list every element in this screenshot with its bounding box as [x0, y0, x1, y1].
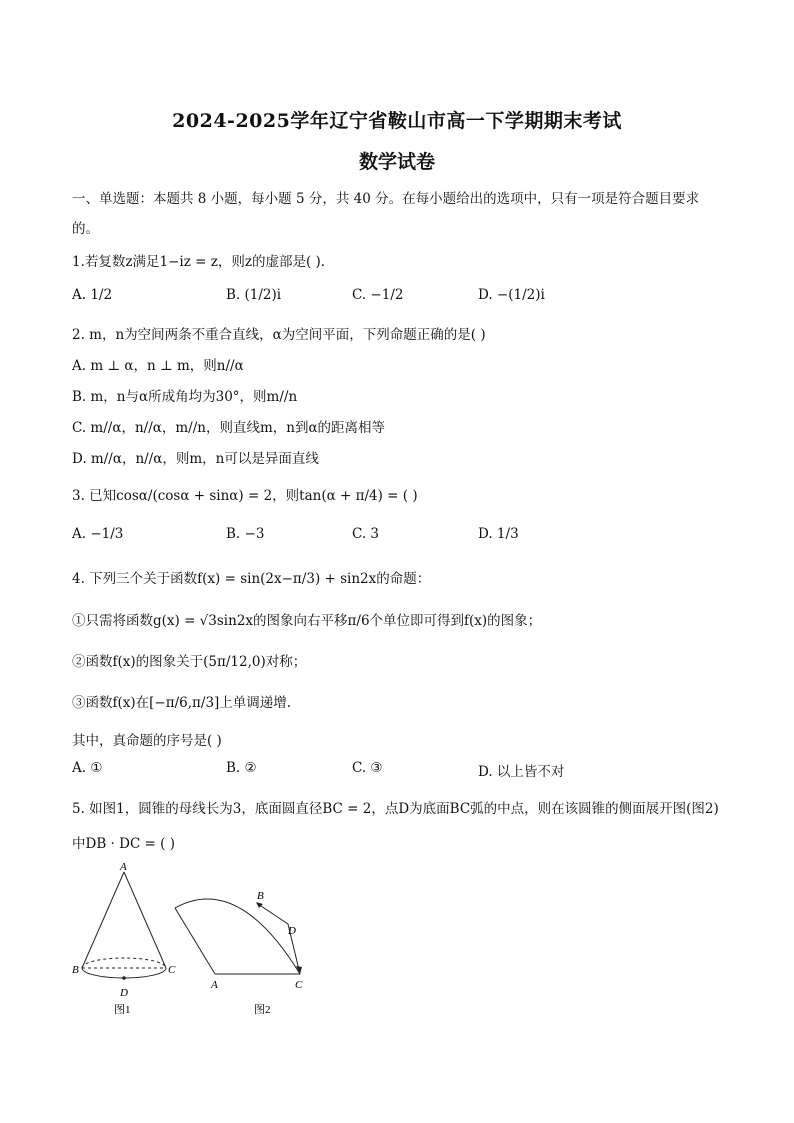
fig1-caption: 图1: [114, 1004, 131, 1016]
exam-subtitle: 数学试卷: [358, 151, 435, 173]
fig1-label-b: B: [72, 964, 79, 976]
fig2-label-d: D: [288, 925, 296, 937]
q2-option-a: A. m ⊥ α，n ⊥ m，则n//α: [72, 358, 244, 374]
figure-1-cone: [72, 861, 176, 1016]
q4-option-b: B. ②: [226, 760, 257, 776]
section-instructions-line1: 一、单选题：本题共 8 小题，每小题 5 分，共 40 分。在每小题给出的选项中，只有一项是符合题目要求: [72, 191, 700, 207]
q1-option-c: C. −1/2: [352, 287, 404, 303]
exam-title: 2024-2025学年辽宁省鞍山市高一下学期期末考试: [172, 110, 622, 132]
q5-stem-line2: 中DB · DC = ( ): [72, 836, 175, 852]
fig2-label-c: C: [295, 979, 303, 991]
q2-option-d: D. m//α，n//α，则m，n可以是异面直线: [72, 451, 319, 467]
fig2-label-a: A: [211, 979, 218, 991]
q5-stem-line1: 5. 如图1，圆锥的母线长为3，底面圆直径BC = 2，点D为底面BC弧的中点，则在该圆锥的侧面展开图(图2): [72, 801, 719, 817]
q4-option-d: D. 以上皆不对: [478, 764, 565, 780]
q1-option-d: D. −(1/2)i: [478, 287, 545, 303]
q4-stem: 4. 下列三个关于函数f(x) = sin(2x−π/3) + sin2x的命题：: [72, 571, 431, 587]
q2-option-b: B. m，n与α所成角均为30°，则m//n: [72, 389, 298, 405]
q4-option-a: A. ①: [72, 760, 103, 776]
cone-figures: [70, 858, 340, 1028]
q2-option-c: C. m//α，n//α，m//n，则直线m，n到α的距离相等: [72, 420, 386, 436]
q4-ask: 其中，真命题的序号是( ): [72, 733, 222, 749]
fig1-label-d: D: [120, 987, 128, 999]
figure-2-sector: [175, 890, 303, 1016]
fig1-label-c: C: [168, 964, 176, 976]
q3-option-b: B. −3: [226, 526, 265, 542]
q4-item-1: ①只需将函数g(x) = √3sin2x的图象向右平移π/6个单位即可得到f(x)的图象；: [72, 613, 542, 629]
q2-stem: 2. m，n为空间两条不重合直线，α为空间平面，下列命题正确的是( ): [72, 327, 486, 343]
q3-option-d: D. 1/3: [478, 526, 519, 542]
q3-option-c: C. 3: [352, 526, 380, 542]
q1-option-a: A. 1/2: [72, 287, 113, 303]
q4-option-c: C. ③: [352, 760, 383, 776]
q3-option-a: A. −1/3: [72, 526, 124, 542]
fig2-label-b: B: [257, 890, 264, 902]
q3-stem: 3. 已知cosα/(cosα + sinα) = 2，则tan(α + π/4) = ( ): [72, 488, 418, 504]
q1-stem: 1.若复数z满足1−iz = z，则z的虚部是( ).: [72, 254, 326, 270]
fig2-caption: 图2: [254, 1004, 271, 1016]
q4-item-3: ③函数f(x)在[−π/6,π/3]上单调递增.: [72, 695, 292, 711]
section-instructions-line2: 的。: [72, 221, 99, 237]
q4-item-2: ②函数f(x)的图象关于(5π/12,0)对称；: [72, 654, 307, 670]
fig1-label-a: A: [120, 861, 127, 873]
q1-option-b: B. (1/2)i: [226, 287, 282, 303]
